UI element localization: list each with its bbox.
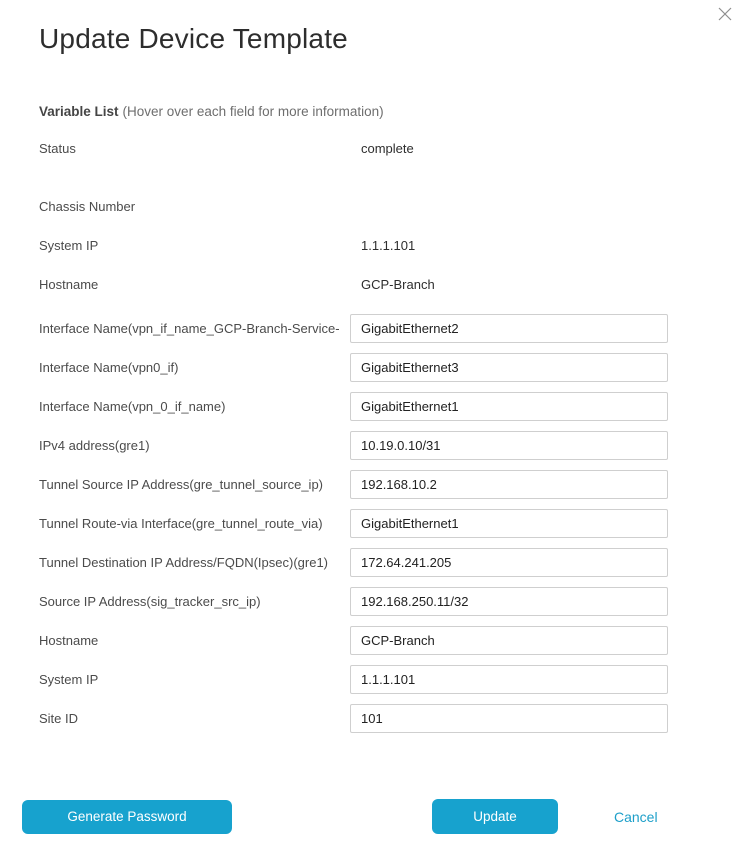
- variable-list: [0, 139, 752, 733]
- sig-tracker-src-ip-input[interactable]: [350, 587, 668, 616]
- tunnel-destination-ip-input[interactable]: [350, 548, 668, 577]
- field-label: Tunnel Route-via Interface(gre_tunnel_route_via): [39, 516, 323, 531]
- page-title: Update Device Template: [39, 23, 348, 54]
- field-row-chassis-number: [39, 197, 668, 215]
- field-row-sig-tracker-src-ip: [39, 587, 668, 616]
- field-label: Source IP Address(sig_tracker_src_ip): [39, 594, 261, 609]
- interface-name-vpn-0-if-name-input[interactable]: [350, 392, 668, 421]
- field-row-ipv4-address-gre1: [39, 431, 668, 460]
- interface-name-service-vpn-input[interactable]: [350, 314, 668, 343]
- field-label: Chassis Number: [39, 198, 136, 214]
- field-row-status: [39, 139, 668, 157]
- ipv4-address-gre1-input[interactable]: [350, 431, 668, 460]
- field-row-interface-name-vpn0-if: [39, 353, 668, 382]
- site-id-input[interactable]: [350, 704, 668, 733]
- field-label: System IP: [39, 237, 99, 253]
- interface-name-vpn0-if-input[interactable]: [350, 353, 668, 382]
- variable-list-label: Variable List: [39, 104, 119, 119]
- field-label: Interface Name(vpn_if_name_GCP-Branch-Service-: [39, 321, 340, 336]
- field-row-site-id: [39, 704, 668, 733]
- field-label: IPv4 address(gre1): [39, 438, 150, 453]
- field-row-system-ip: [39, 236, 668, 254]
- field-value: GCP-Branch: [361, 276, 435, 292]
- field-label: Interface Name(vpn0_if): [39, 360, 179, 375]
- field-row-interface-name-vpn-0-if-name: [39, 392, 668, 421]
- field-label: Interface Name(vpn_0_if_name): [39, 399, 226, 414]
- field-label: Tunnel Destination IP Address/FQDN(Ipsec)(gre1): [39, 555, 329, 570]
- close-icon[interactable]: [717, 6, 733, 22]
- update-button[interactable]: Update: [432, 799, 558, 834]
- field-label: Status: [39, 140, 76, 156]
- field-label: Tunnel Source IP Address(gre_tunnel_source_ip): [39, 477, 324, 492]
- field-label: Site ID: [39, 711, 79, 726]
- field-row-tunnel-route-via: [39, 509, 668, 538]
- field-row-tunnel-destination-ip: [39, 548, 668, 577]
- variable-list-heading: [39, 103, 752, 120]
- field-row-tunnel-source-ip: [39, 470, 668, 499]
- field-row-interface-name-service-vpn: [39, 314, 668, 343]
- field-label: Hostname: [39, 633, 99, 648]
- field-row-hostname-editable: [39, 626, 668, 655]
- tunnel-route-via-input[interactable]: [350, 509, 668, 538]
- cancel-link[interactable]: Cancel: [614, 808, 658, 825]
- field-row-system-ip-editable: [39, 665, 668, 694]
- hostname-input[interactable]: [350, 626, 668, 655]
- field-value: complete: [361, 140, 414, 156]
- dialog-footer: [0, 799, 752, 834]
- field-label: Hostname: [39, 276, 99, 292]
- generate-password-button[interactable]: Generate Password: [22, 800, 232, 834]
- tunnel-source-ip-input[interactable]: [350, 470, 668, 499]
- system-ip-input[interactable]: [350, 665, 668, 694]
- field-value: 1.1.1.101: [361, 237, 416, 253]
- field-row-hostname: [39, 275, 668, 293]
- field-label: System IP: [39, 672, 99, 687]
- variable-list-hint: (Hover over each field for more information): [122, 104, 384, 119]
